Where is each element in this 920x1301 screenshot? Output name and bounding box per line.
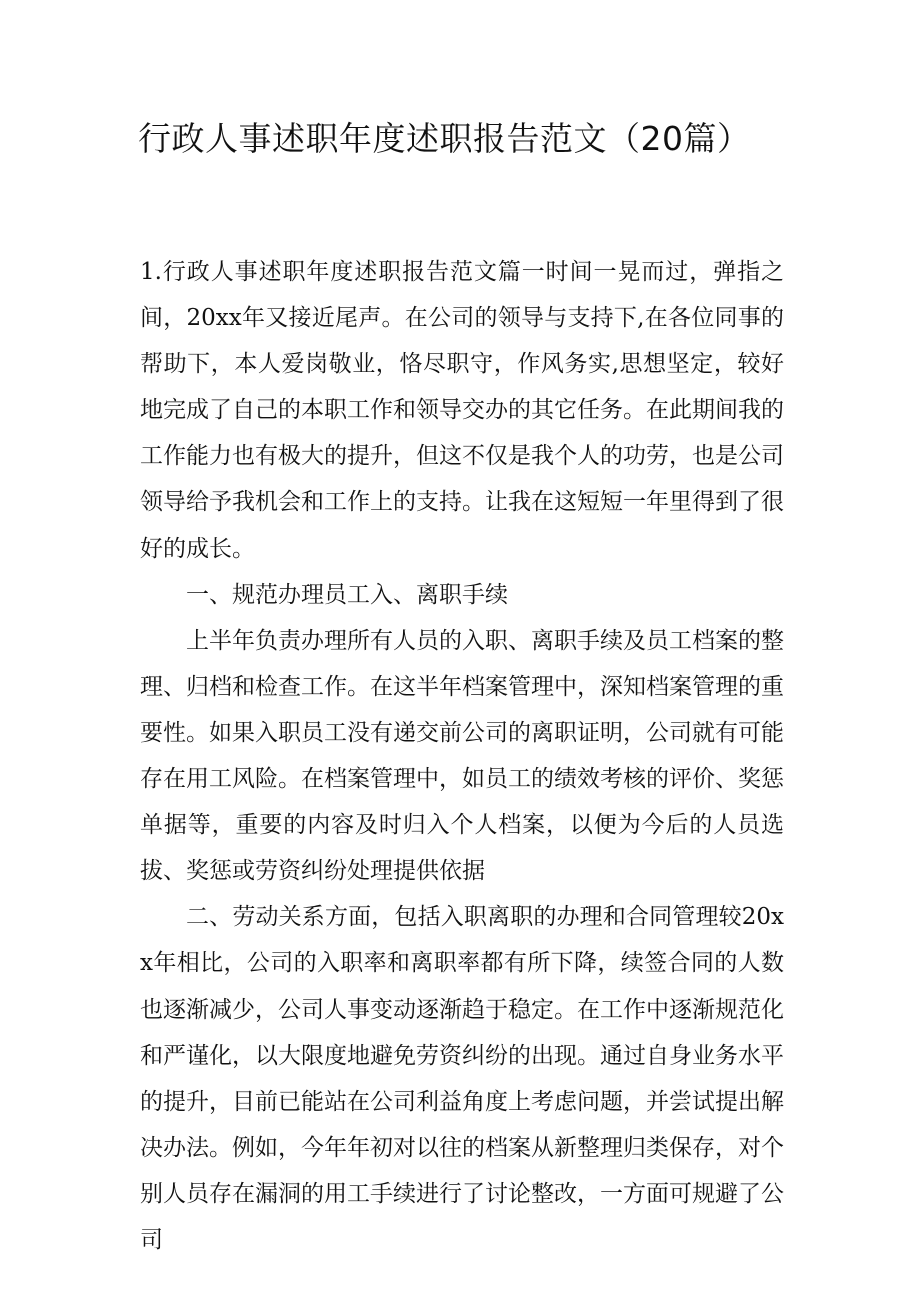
document-body	[140, 249, 784, 1263]
paragraph-intro: 1.行政人事述职年度述职报告范文篇一时间一晃而过，弹指之间，20xx年又接近尾声。在公司的领导与支持下,在各位同事的帮助下，本人爱岗敬业，恪尽职守，作风务实,思想坚定，较好地完成了自己的本职工作和领导交办的其它任务。在此期间我的工作能力也有极大的提升，但这不仅是我个人的功劳，也是公司领导给予我机会和工作上的支持。让我在这短短一年里得到了很好的成长。	[140, 259, 784, 562]
section-heading-1: 一、规范办理员工入、离职手续	[186, 581, 508, 608]
document-title: 行政人事述职年度述职报告范文（20篇）	[138, 119, 751, 158]
paragraph-section-2: 二、劳动关系方面，包括入职离职的办理和合同管理较20xx年相比，公司的入职率和离职率都有所下降，续签合同的人数也逐渐减少，公司人事变动逐渐趋于稳定。在工作中逐渐规范化和严谨化，以大限度地避免劳资纠纷的出现。通过自身业务水平的提升，目前已能站在公司利益角度上考虑问题，并尝试提出解决办法。例如，今年年初对以往的档案从新整理归类保存，对个别人员存在漏洞的用工手续进行了讨论整改，一方面可规避了公司	[140, 904, 784, 1253]
paragraph-section-1: 上半年负责办理所有人员的入职、离职手续及员工档案的整理、归档和检查工作。在这半年档案管理中，深知档案管理的重要性。如果入职员工没有递交前公司的离职证明，公司就有可能存在用工风险。在档案管理中，如员工的绩效考核的评价、奖惩单据等，重要的内容及时归入个人档案，以便为今后的人员选拔、奖惩或劳资纠纷处理提供依据	[140, 627, 784, 885]
